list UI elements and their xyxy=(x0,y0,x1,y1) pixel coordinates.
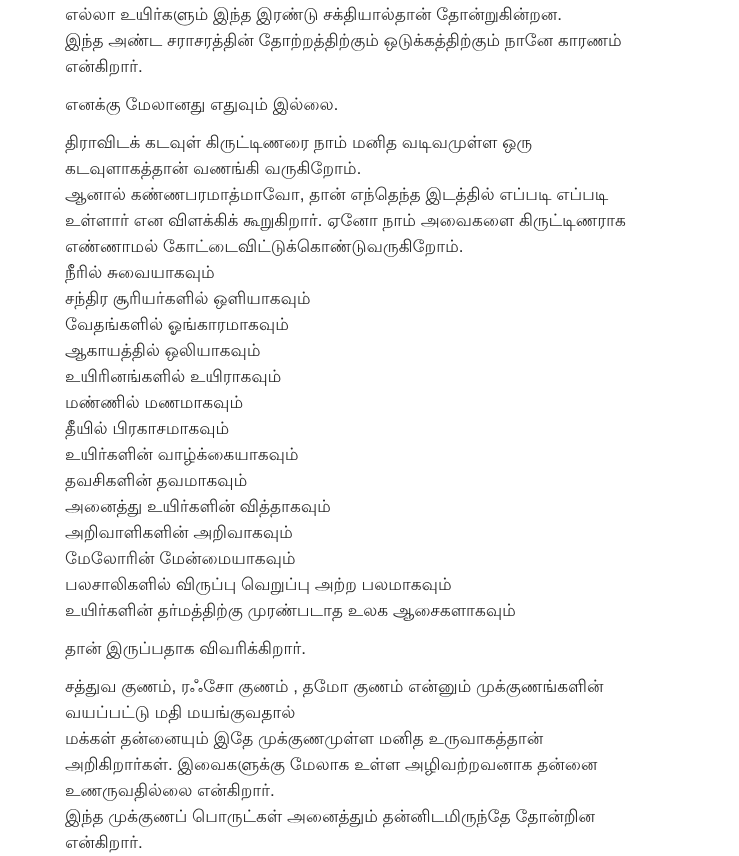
text-line: உயிரினங்களில் உயிராகவும் xyxy=(65,367,282,386)
text-line: அறிகிறார்கள். இவைகளுக்கு மேலாக உள்ள அழிவற்றவனாக தன்னை xyxy=(65,755,598,774)
text-line: தவசிகளின் தவமாகவும் xyxy=(65,471,248,490)
text-line: தீயில் பிரகாசமாகவும் xyxy=(65,419,230,438)
text-line: தான் இருப்பதாக விவரிக்கிறார். xyxy=(65,639,307,658)
text-line: உள்ளார் என விளக்கிக் கூறுகிறார். ஏனோ நாம் அவைகளை கிருட்டிணராக xyxy=(65,211,626,230)
paragraph xyxy=(65,130,703,624)
text-line: என்கிறார். xyxy=(65,57,143,76)
text-line: மேலோரின் மேன்மையாகவும் xyxy=(65,549,296,568)
text-line: அனைத்து உயிர்களின் வித்தாகவும் xyxy=(65,497,331,516)
text-line: சந்திர சூரியர்களில் ஒளியாகவும் xyxy=(65,289,311,308)
text-line: நீரில் சுவையாகவும் xyxy=(65,263,215,282)
text-line: ஆனால் கண்ணபரமாத்மாவோ, தான் எந்தெந்த இடத்தில் எப்படி எப்படி xyxy=(65,185,609,204)
text-line: கடவுளாகத்தான் வணங்கி வருகிறோம். xyxy=(65,159,362,178)
text-line: வயப்பட்டு மதி மயங்குவதால் xyxy=(65,703,296,722)
text-line: உணருவதில்லை என்கிறார். xyxy=(65,781,275,800)
paragraph xyxy=(65,2,703,80)
text-line: உயிர்களின் வாழ்க்கையாகவும் xyxy=(65,445,299,464)
text-line: பலசாலிகளில் விருப்பு வெறுப்பு அற்ற பலமாகவும் xyxy=(65,575,452,594)
text-line: மண்ணில் மணமாகவும் xyxy=(65,393,244,412)
paragraph xyxy=(65,674,703,856)
text-line: மக்கள் தன்னையும் இதே முக்குணமுள்ள மனித உருவாகத்தான் xyxy=(65,729,544,748)
text-line: சத்துவ குணம், ரஃசோ குணம் , தமோ குணம் என்னும் முக்குணங்களின் xyxy=(65,677,604,696)
text-line: திராவிடக் கடவுள் கிருட்டிணரை நாம் மனித வடிவமுள்ள ஒரு xyxy=(65,133,533,152)
text-line: இந்த அண்ட சராசரத்தின் தோற்றத்திற்கும் ஒடுக்கத்திற்கும் நானே காரணம் xyxy=(65,31,622,50)
text-line: இந்த முக்குணப் பொருட்கள் அனைத்தும் தன்னிடமிருந்தே தோன்றின xyxy=(65,807,595,826)
text-line: அறிவாளிகளின் அறிவாகவும் xyxy=(65,523,293,542)
text-line: எனக்கு மேலானது எதுவும் இல்லை. xyxy=(65,95,339,114)
text-line: உயிர்களின் தர்மத்திற்கு முரண்படாத உலக ஆசைகளாகவும் xyxy=(65,601,516,620)
text-line: எண்ணாமல் கோட்டைவிட்டுக்கொண்டுவருகிறோம். xyxy=(65,237,464,256)
text-line: வேதங்களில் ஓங்காரமாகவும் xyxy=(65,315,289,334)
text-line: எல்லா உயிர்களும் இந்த இரண்டு சக்தியால்தான் தோன்றுகின்றன. xyxy=(65,5,563,24)
paragraph xyxy=(65,636,703,662)
paragraph xyxy=(65,92,703,118)
text-line: ஆகாயத்தில் ஒலியாகவும் xyxy=(65,341,261,360)
text-line: என்கிறார். xyxy=(65,833,143,852)
